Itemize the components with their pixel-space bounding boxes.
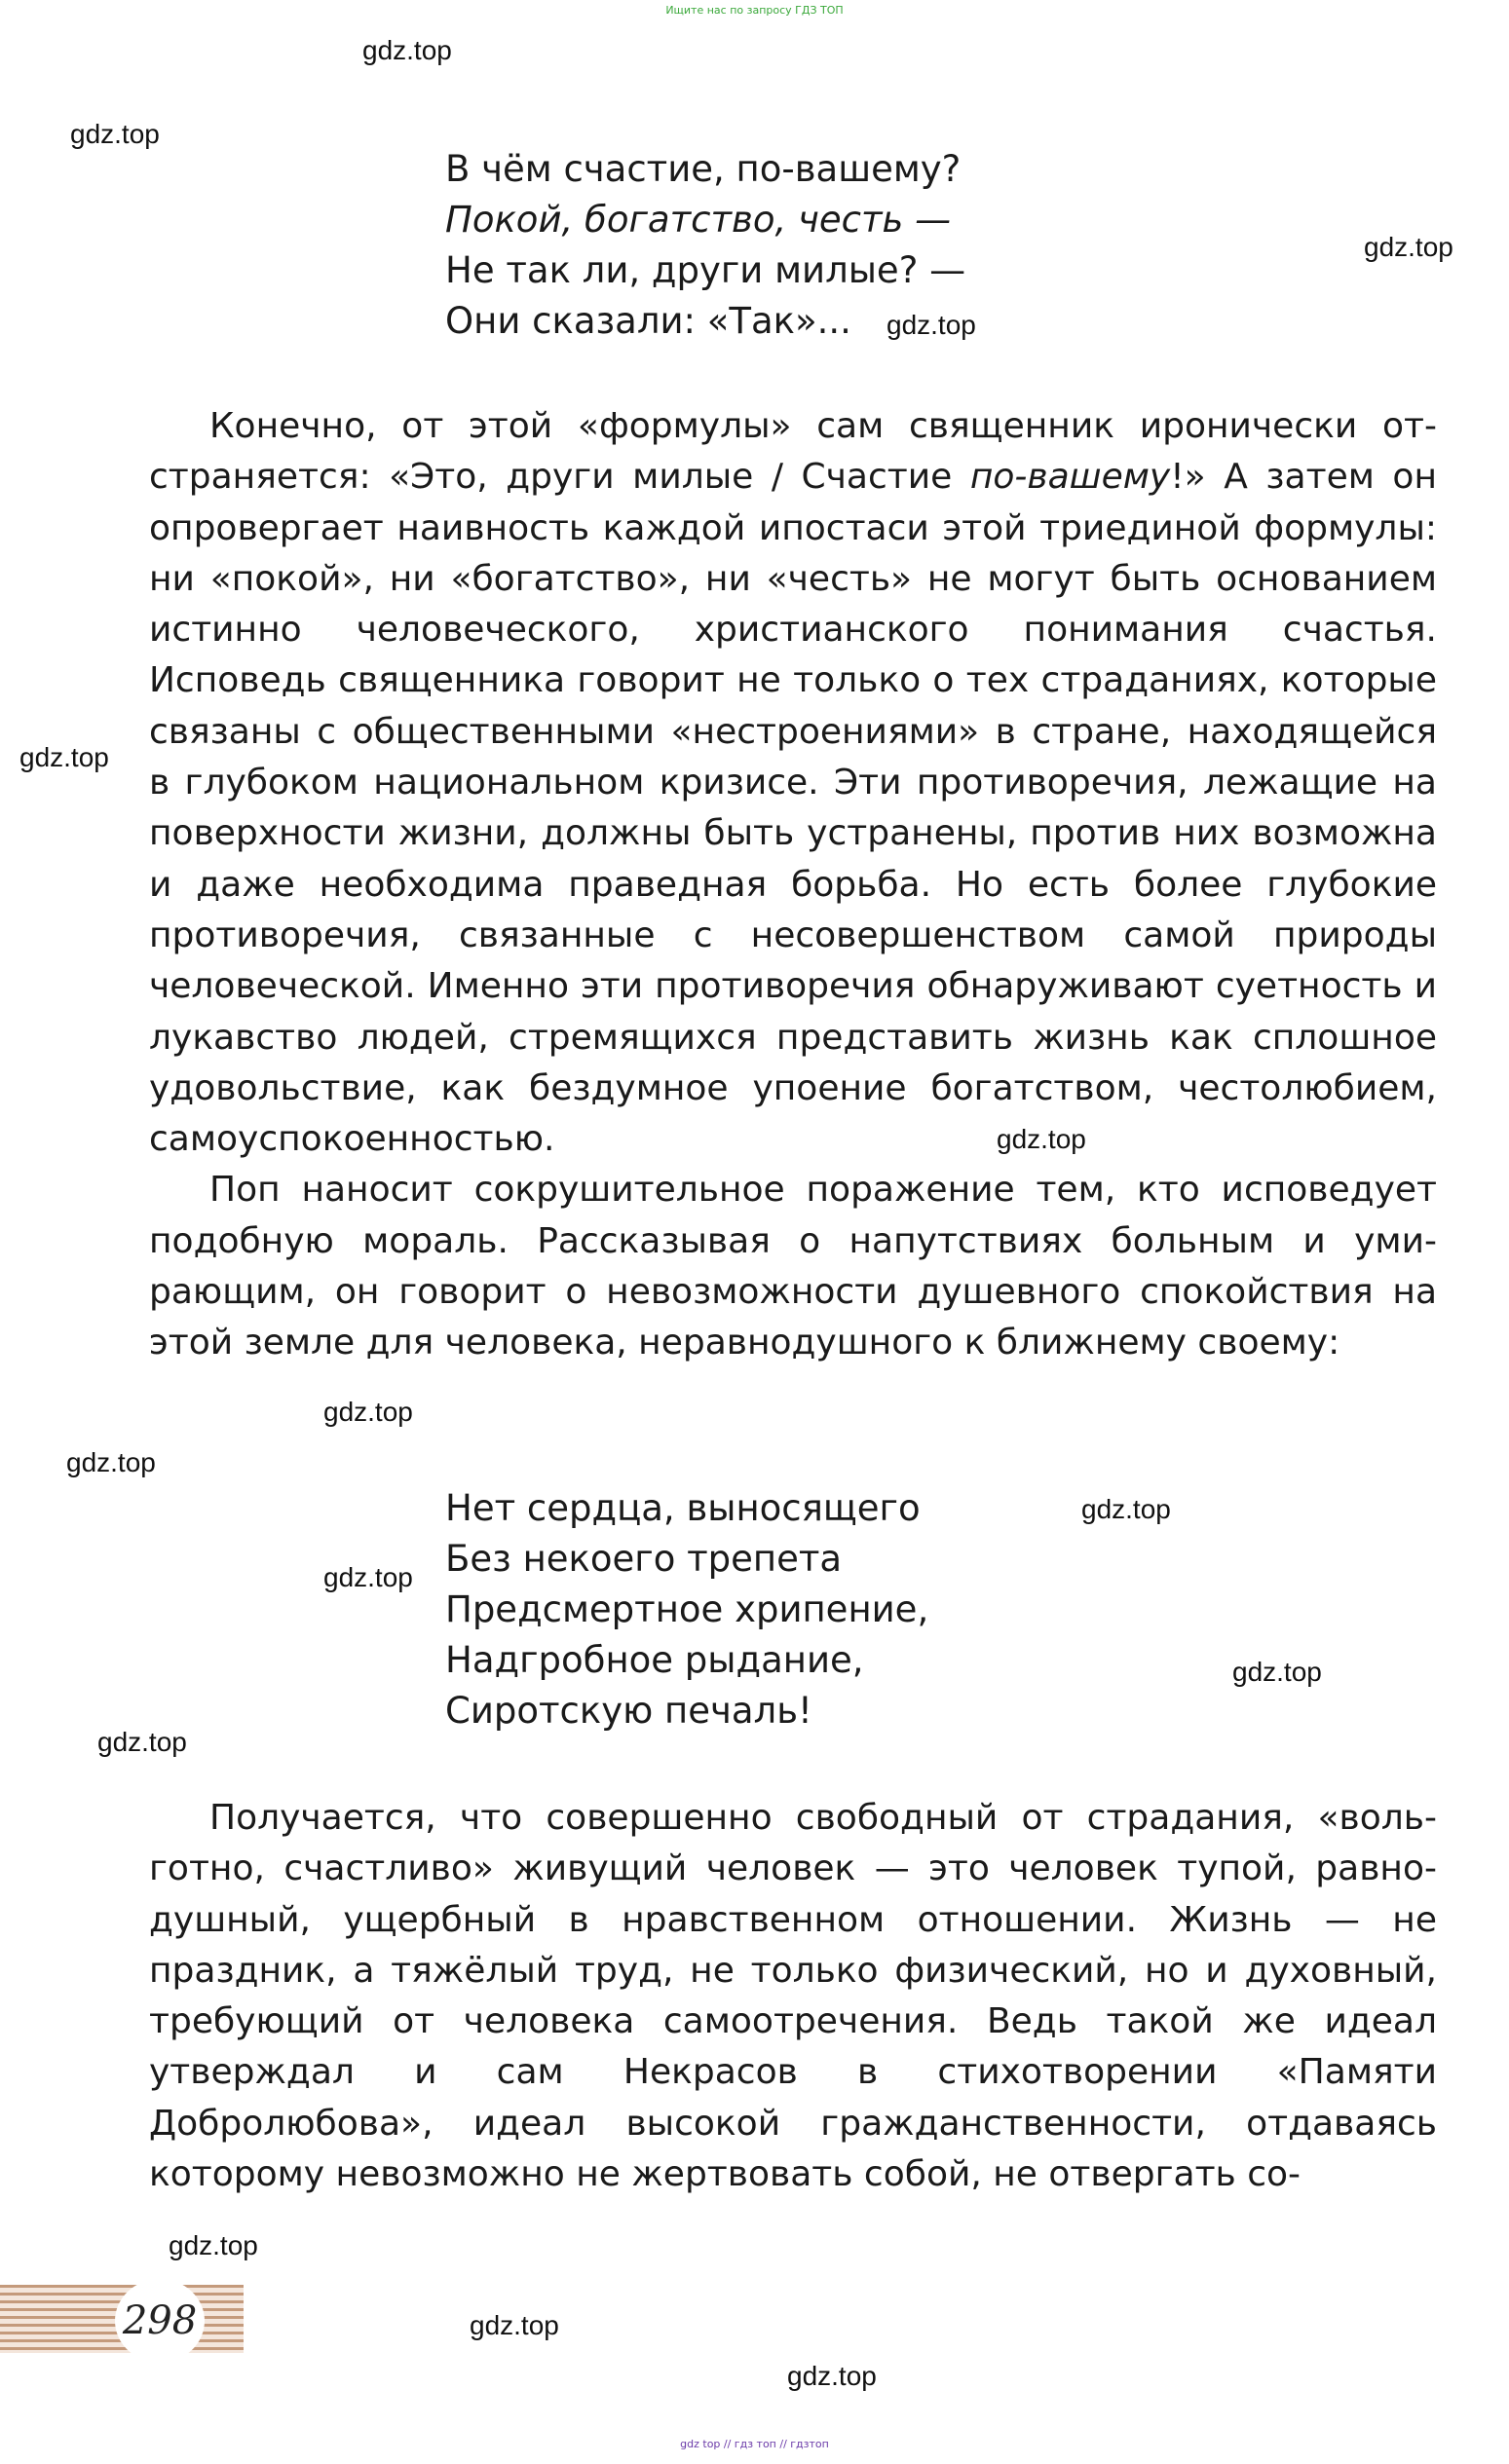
watermark: gdz.top	[787, 2361, 877, 2391]
watermark: gdz.top	[70, 119, 160, 149]
bottom-banner: gdz top // гдз топ // гдзтоп	[680, 2438, 829, 2450]
watermark: gdz.top	[470, 2310, 559, 2340]
verse-line: Надгробное рыдание,	[445, 1639, 864, 1681]
paragraph-text: !» А затем он опровергает наивность каждой ипостаси этой триединой формулы: ни «покой», ни «богатство», ни «честь» не могут быть основанием истинно человеческого, христианского понимания счастья. Исповедь священника говорит не только о тех страданиях, которые связаны с общественными «нестроениями» в стране, находящейся в глубоком национальном кризисе. Эти противоречия, лежащие на поверхности жизни, должны быть устранены, против них возможна и даже необходима праведная борьба. Но есть более глубокие противоречия, связанные с несовершенством самой природы человеческой. Именно эти противоречия обнаруживают суетность и лукавство людей, стремящихся представить жизнь как сплошное удовольствие, как бездумное упоение богатством, честолюбием, самоуспокоенностью.	[149, 457, 1437, 1160]
watermark: gdz.top	[323, 1562, 413, 1592]
paragraph: Получается, что совершенно свободный от страдания, «вольготно, счастливо» живущий человек — это человек тупой, равнодушный, ущербный в нравственном отношении. Жизнь — не праздник, а тяжёлый труд, не только физический, но и духовный, требующий от человека самоотречения. Ведь такой же идеал утверждал и сам Некрасов в стихотворении «Памяти Добролюбова», идеал высокой гражданственности, отдаваясь которому невозможно не жертвовать собой, не отвергать со-	[149, 1798, 1437, 2195]
verse-line: Покой, богатство, честь —	[445, 199, 952, 241]
watermark: gdz.top	[362, 35, 452, 65]
verse-line: Без некоего трепета	[445, 1538, 843, 1580]
verse-line: Не так ли, други милые? —	[445, 249, 966, 291]
page-number: 298	[115, 2279, 205, 2363]
watermark: gdz.top	[1081, 1494, 1171, 1524]
watermark: gdz.top	[19, 742, 109, 772]
watermark: gdz.top	[323, 1397, 413, 1427]
watermark: gdz.top	[66, 1447, 156, 1477]
watermark: gdz.top	[1232, 1657, 1322, 1687]
verse-block-2	[445, 1483, 928, 1736]
verse-line: Предсмертное хрипение,	[445, 1588, 929, 1630]
watermark: gdz.top	[887, 310, 976, 340]
watermark: gdz.top	[169, 2230, 258, 2260]
paragraph	[149, 401, 1437, 1165]
emphasis-text: по-вашему	[969, 457, 1171, 498]
verse-line: В чём счастие, по-вашему?	[445, 148, 962, 190]
verse-line: Сиротскую печаль!	[445, 1690, 812, 1732]
watermark: gdz.top	[97, 1727, 187, 1757]
paragraph-text: Конечно, от этой «формулы» сам священник иронически отстраняется: «Это, други милые / Счастие	[149, 406, 1437, 498]
top-banner: Ищите нас по запросу ГДЗ ТОП	[665, 4, 844, 17]
prose-block-1	[149, 401, 1437, 1369]
watermark: gdz.top	[1364, 232, 1453, 262]
watermark: gdz.top	[997, 1124, 1086, 1154]
paragraph: Поп наносит сокрушительное поражение тем, кто исповедует подобную мораль. Рассказывая о напутствиях больным и умирающим, он говорит о невозможности душевного спокойствия на этой земле для человека, неравнодушного к ближнему своему:	[149, 1170, 1437, 1363]
verse-line: Они сказали: «Так»...	[445, 300, 851, 342]
prose-block-2	[149, 1793, 1437, 2200]
verse-line: Нет сердца, выносящего	[445, 1487, 921, 1529]
